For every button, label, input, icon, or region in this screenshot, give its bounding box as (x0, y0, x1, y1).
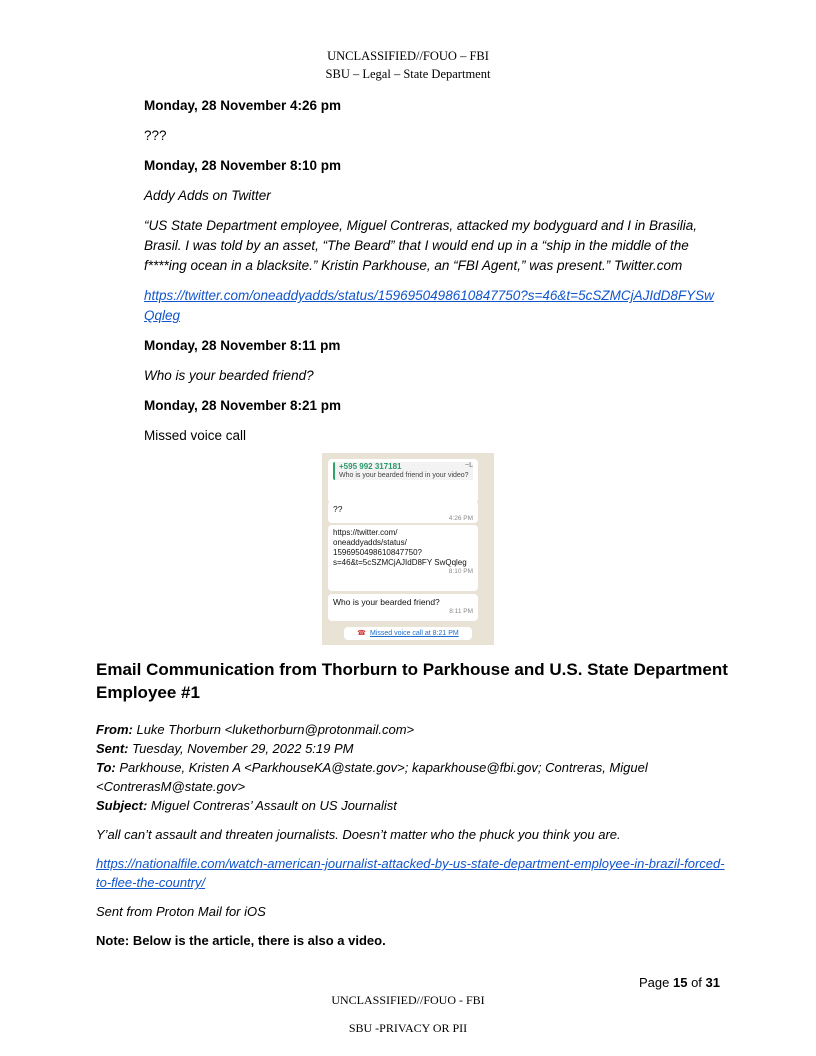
message-log (144, 96, 724, 456)
classification-footer: UNCLASSIFIED//FOUO - FBI (331, 993, 485, 1007)
email-from: From: Luke Thorburn <lukethorburn@protonmail.com> (96, 722, 415, 737)
article-link[interactable]: https://nationalfile.com/watch-american-journalist-attacked-by-us-state-department-employee-in-brazil-forced-to-flee-the-country/ (96, 856, 725, 890)
message-text: Who is your bearded friend? (144, 368, 314, 383)
classification-header: UNCLASSIFIED//FOUO – FBI (327, 49, 489, 63)
section-title: Email Communication from Thorburn to Parkhouse and U.S. State Department Employee #1 (96, 660, 728, 702)
missed-call-icon: ☎ (357, 630, 367, 637)
quote-sender-number: +595 992 317181 (339, 462, 402, 471)
quote-sender-label: ~L (465, 462, 473, 469)
chat-time: 8:10 PM (448, 568, 473, 575)
message-timestamp: Monday, 28 November 8:11 pm (144, 338, 341, 353)
chat-message: https://twitter.com/ oneaddyadds/status/ 1596950498610847750? s=46&t=5cSZMCjAJIdD8FY SwQqleg (333, 528, 467, 567)
email-subject: Subject: Miguel Contreras’ Assault on US Journalist (96, 798, 397, 813)
reply-quote (333, 462, 473, 480)
quoted-message-bubble (328, 459, 478, 503)
missed-call-notice: ☎ Missed voice call at 8:21 PM (344, 627, 472, 640)
email-signature: Sent from Proton Mail for iOS (96, 904, 266, 919)
message-text: ??? (144, 128, 167, 143)
handling-header: SBU – Legal – State Department (325, 67, 491, 81)
message-text: Missed voice call (144, 428, 247, 443)
email-sent: Sent: Tuesday, November 29, 2022 5:19 PM (96, 741, 354, 756)
chat-message: ?? (333, 504, 343, 514)
chat-time: 8:11 PM (449, 608, 473, 615)
chat-time: 4:26 PM (448, 515, 473, 522)
chat-bubble (328, 594, 478, 621)
email-body: Y’all can’t assault and threaten journalists. Doesn’t matter who the phuck you think you are. (96, 827, 621, 842)
email-to: To: Parkhouse, Kristen A <ParkhouseKA@state.gov>; kaparkhouse@fbi.gov; Contreras, Miguel <ContrerasM@state.gov> (96, 760, 648, 794)
chat-message: Who is your bearded friend? (333, 597, 440, 607)
document-header (0, 47, 816, 83)
chat-bubble (328, 525, 478, 591)
message-text: Addy Adds on Twitter (144, 188, 271, 203)
chat-bubble (328, 501, 478, 523)
message-timestamp: Monday, 28 November 8:21 pm (144, 398, 342, 413)
editor-note: Note: Below is the article, there is also a video. (96, 933, 386, 948)
chat-screenshot (322, 453, 494, 645)
tweet-quote: “US State Department employee, Miguel Contreras, attacked my bodyguard and I in Brasilia, Brasil. I was told by an asset, “The Beard” that I would end up in a “ship in the middle of the f****ing ocean in a blacksite.” Kristin Parkhouse, an “FBI Agent,” was present.” Twitter.com (144, 218, 698, 273)
page-number: Page 15 of 31 (638, 975, 720, 990)
message-timestamp: Monday, 28 November 8:10 pm (144, 158, 342, 173)
privacy-footer: SBU -PRIVACY OR PII (348, 1021, 468, 1035)
message-timestamp: Monday, 28 November 4:26 pm (144, 98, 342, 113)
tweet-link[interactable]: https://twitter.com/oneaddyadds/status/1596950498610847750?s=46&t=5cSZMCjAJIdD8FYSw Qqleg (144, 288, 714, 323)
email-block (96, 720, 736, 950)
quote-text: Who is your bearded friend in your video? (339, 472, 469, 479)
